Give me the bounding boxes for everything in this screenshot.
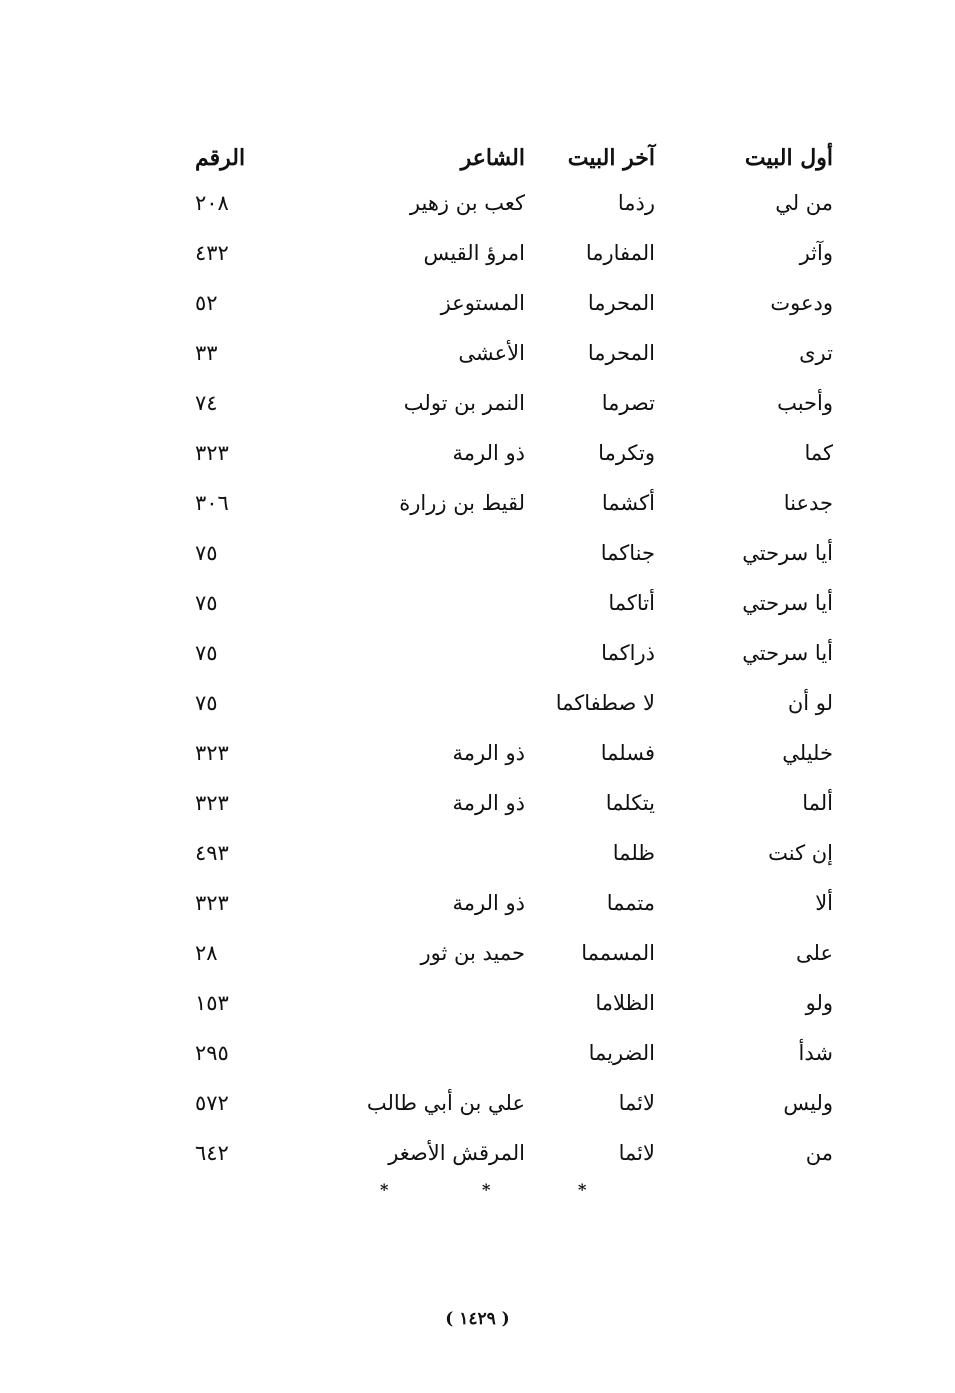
cell-poet: امرؤ القيس xyxy=(423,240,525,265)
table-row xyxy=(185,228,833,278)
cell-last-of-verse: المسمما xyxy=(581,940,655,965)
separator-star: * xyxy=(482,1180,491,1199)
cell-first-of-verse: وأحبب xyxy=(777,390,833,415)
cell-last-of-verse: جناكما xyxy=(600,540,655,565)
cell-last-of-verse: تصرما xyxy=(601,390,655,415)
cell-number: ٧٥ xyxy=(195,690,218,715)
cell-number: ٥٢ xyxy=(195,290,218,315)
cell-first-of-verse: أيا سرحتي xyxy=(742,590,833,615)
cell-number: ٣٢٣ xyxy=(195,440,229,465)
cell-first-of-verse: إن كنت xyxy=(768,840,833,865)
table-row xyxy=(185,278,833,328)
cell-first-of-verse: ودعوت xyxy=(770,290,833,315)
table-row xyxy=(185,978,833,1028)
cell-last-of-verse: الضريما xyxy=(588,1040,655,1065)
cell-first-of-verse: على xyxy=(796,940,833,965)
cell-poet: حميد بن ثور xyxy=(420,940,525,965)
cell-first-of-verse: ألا xyxy=(815,890,833,915)
cell-last-of-verse: لا صطفاكما xyxy=(555,690,655,715)
cell-first-of-verse: من xyxy=(805,1140,833,1165)
cell-first-of-verse: أيا سرحتي xyxy=(742,540,833,565)
table-row xyxy=(185,1078,833,1128)
header-last-of-verse: آخر البيت xyxy=(567,145,655,171)
cell-poet: الأعشى xyxy=(458,340,525,365)
cell-number: ٢٨ xyxy=(195,940,218,965)
separator-stars xyxy=(0,1180,955,1204)
cell-last-of-verse: متمما xyxy=(606,890,655,915)
cell-first-of-verse: وليس xyxy=(783,1090,833,1115)
cell-last-of-verse: المحرما xyxy=(587,290,655,315)
cell-last-of-verse: لائما xyxy=(618,1140,655,1165)
header-first-of-verse: أول البيت xyxy=(744,145,833,171)
cell-number: ٢٠٨ xyxy=(195,190,229,215)
cell-last-of-verse: وتكرما xyxy=(598,440,655,465)
cell-number: ٧٤ xyxy=(195,390,218,415)
cell-last-of-verse: رذما xyxy=(617,190,655,215)
table-row xyxy=(185,928,833,978)
cell-last-of-verse: لائما xyxy=(618,1090,655,1115)
table-row xyxy=(185,678,833,728)
table-row xyxy=(185,578,833,628)
cell-number: ٤٩٣ xyxy=(195,840,229,865)
cell-first-of-verse: كما xyxy=(804,440,833,465)
table-row xyxy=(185,478,833,528)
cell-poet: ذو الرمة xyxy=(452,790,525,815)
separator-star: * xyxy=(380,1180,389,1199)
table-row xyxy=(185,1128,833,1178)
table-row xyxy=(185,428,833,478)
cell-poet: ذو الرمة xyxy=(452,740,525,765)
cell-first-of-verse: لو أن xyxy=(787,690,833,715)
cell-number: ٣٢٣ xyxy=(195,790,229,815)
cell-number: ٣٠٦ xyxy=(195,490,229,515)
cell-first-of-verse: أيا سرحتي xyxy=(742,640,833,665)
cell-last-of-verse: ذراكما xyxy=(601,640,655,665)
table-row xyxy=(185,778,833,828)
header-number: الرقم xyxy=(195,145,246,171)
table-row xyxy=(185,328,833,378)
cell-poet: المستوعز xyxy=(440,290,525,315)
table-row xyxy=(185,528,833,578)
cell-first-of-verse: شدأ xyxy=(798,1040,833,1065)
cell-first-of-verse: من لي xyxy=(775,190,833,215)
table-body xyxy=(185,178,833,1178)
table-row xyxy=(185,378,833,428)
cell-number: ٣٢٣ xyxy=(195,740,229,765)
cell-number: ١٥٣ xyxy=(195,990,229,1015)
cell-last-of-verse: المحرما xyxy=(587,340,655,365)
table-row xyxy=(185,878,833,928)
table-row xyxy=(185,178,833,228)
cell-poet: ذو الرمة xyxy=(452,890,525,915)
cell-last-of-verse: يتكلما xyxy=(605,790,655,815)
cell-poet: لقيط بن زرارة xyxy=(399,490,525,515)
cell-first-of-verse: وآثر xyxy=(799,240,833,265)
cell-poet: المرقش الأصغر xyxy=(388,1140,525,1165)
cell-first-of-verse: ولو xyxy=(805,990,833,1015)
cell-poet: كعب بن زهير xyxy=(409,190,525,215)
cell-number: ٣٣ xyxy=(195,340,218,365)
cell-first-of-verse: ترى xyxy=(799,340,833,365)
cell-last-of-verse: الظلاما xyxy=(595,990,655,1015)
cell-last-of-verse: أتاكما xyxy=(608,590,655,615)
verse-index-table xyxy=(185,138,833,1178)
table-row xyxy=(185,1028,833,1078)
cell-last-of-verse: فسلما xyxy=(600,740,655,765)
cell-poet: علي بن أبي طالب xyxy=(366,1090,525,1115)
page-number: ( ١٤٢٩ ) xyxy=(445,1309,510,1329)
table-row xyxy=(185,728,833,778)
cell-number: ٥٧٢ xyxy=(195,1090,229,1115)
cell-number: ٤٣٢ xyxy=(195,240,229,265)
table-row xyxy=(185,828,833,878)
cell-first-of-verse: ألما xyxy=(802,790,833,815)
separator-star: * xyxy=(578,1180,587,1199)
table-header xyxy=(185,138,833,178)
cell-last-of-verse: المفارما xyxy=(585,240,655,265)
cell-number: ٧٥ xyxy=(195,540,218,565)
cell-poet: النمر بن تولب xyxy=(403,390,525,415)
cell-first-of-verse: جدعنا xyxy=(783,490,833,515)
cell-number: ٣٢٣ xyxy=(195,890,229,915)
cell-first-of-verse: خليلي xyxy=(782,740,833,765)
cell-poet: ذو الرمة xyxy=(452,440,525,465)
header-poet: الشاعر xyxy=(460,145,525,171)
cell-number: ٦٤٢ xyxy=(195,1140,229,1165)
cell-last-of-verse: ظلما xyxy=(612,840,655,865)
table-row xyxy=(185,628,833,678)
cell-number: ٢٩٥ xyxy=(195,1040,229,1065)
cell-number: ٧٥ xyxy=(195,590,218,615)
cell-last-of-verse: أكشما xyxy=(601,490,655,515)
cell-number: ٧٥ xyxy=(195,640,218,665)
